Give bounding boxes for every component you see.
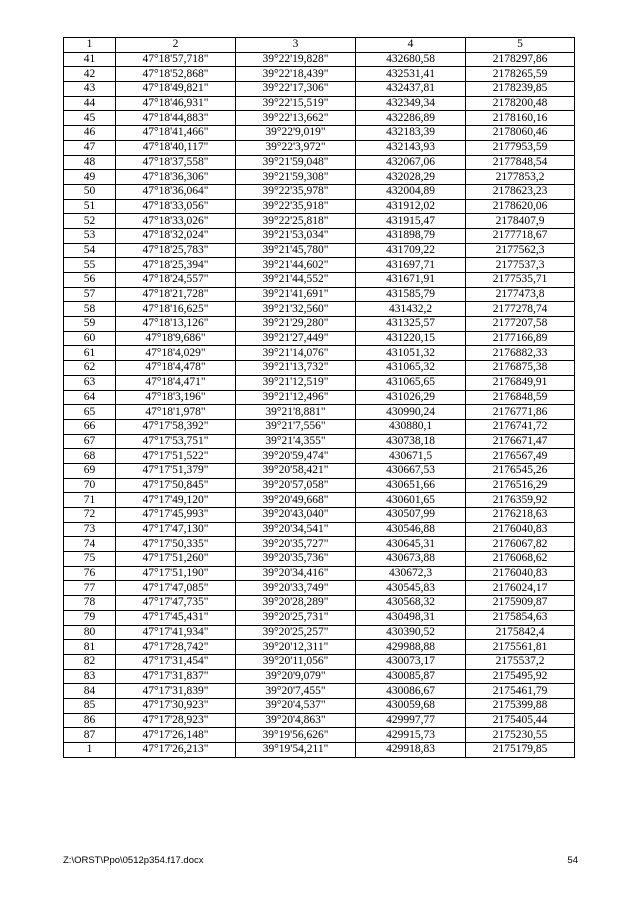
table-row bbox=[64, 331, 575, 346]
table-cell: 39°20'4,863" bbox=[236, 713, 356, 728]
table-cell: 43 bbox=[64, 82, 116, 97]
table-cell: 79 bbox=[64, 610, 116, 625]
table-cell: 39°20'12,311" bbox=[236, 640, 356, 655]
table-cell: 39°20'59,474" bbox=[236, 449, 356, 464]
table-cell: 430545,83 bbox=[356, 581, 466, 596]
table-cell: 2176848,59 bbox=[466, 390, 575, 405]
table-cell: 39°19'56,626" bbox=[236, 728, 356, 743]
table-cell: 39°21'44,552" bbox=[236, 273, 356, 288]
table-cell: 39°20'34,541" bbox=[236, 522, 356, 537]
table-cell: 47°18'3,196" bbox=[116, 390, 236, 405]
table-cell: 2177718,67 bbox=[466, 228, 575, 243]
table-cell: 47°17'31,454" bbox=[116, 654, 236, 669]
table-cell: 430073,17 bbox=[356, 654, 466, 669]
table-cell: 431912,02 bbox=[356, 199, 466, 214]
table-cell: 47°18'46,931" bbox=[116, 96, 236, 111]
table-cell: 39°21'32,560" bbox=[236, 302, 356, 317]
table-row bbox=[64, 82, 575, 97]
table-cell: 431697,71 bbox=[356, 258, 466, 273]
table-cell: 2178200,48 bbox=[466, 96, 575, 111]
table-cell: 51 bbox=[64, 199, 116, 214]
table-cell: 47°18'33,056" bbox=[116, 199, 236, 214]
table-cell: 39°21'8,881" bbox=[236, 405, 356, 420]
table-cell: 47°17'28,742" bbox=[116, 640, 236, 655]
table-cell: 53 bbox=[64, 228, 116, 243]
table-cell: 2178265,59 bbox=[466, 67, 575, 82]
table-cell: 2178160,16 bbox=[466, 111, 575, 126]
table-cell: 87 bbox=[64, 728, 116, 743]
table-cell: 60 bbox=[64, 331, 116, 346]
table-cell: 49 bbox=[64, 170, 116, 185]
table-cell: 52 bbox=[64, 214, 116, 229]
table-cell: 42 bbox=[64, 67, 116, 82]
table-cell: 39°21'53,034" bbox=[236, 228, 356, 243]
table-cell: 431026,29 bbox=[356, 390, 466, 405]
table-cell: 47°18'9,686" bbox=[116, 331, 236, 346]
table-cell: 2177278,74 bbox=[466, 302, 575, 317]
table-cell: 47°18'52,868" bbox=[116, 67, 236, 82]
table-cell: 2175854,63 bbox=[466, 610, 575, 625]
table-cell: 39°22'35,918" bbox=[236, 199, 356, 214]
table-row bbox=[64, 52, 575, 67]
table-cell: 47°18'1,978" bbox=[116, 405, 236, 420]
table-cell: 39°21'12,496" bbox=[236, 390, 356, 405]
table-cell: 47°18'21,728" bbox=[116, 287, 236, 302]
table-row bbox=[64, 654, 575, 669]
table-cell: 2177166,89 bbox=[466, 331, 575, 346]
table-cell: 431671,91 bbox=[356, 273, 466, 288]
table-cell: 39°22'13,662" bbox=[236, 111, 356, 126]
table-row bbox=[64, 552, 575, 567]
table-cell: 44 bbox=[64, 96, 116, 111]
table-cell: 47°18'13,126" bbox=[116, 317, 236, 332]
table-cell: 55 bbox=[64, 258, 116, 273]
table-cell: 39°21'12,519" bbox=[236, 375, 356, 390]
table-row bbox=[64, 317, 575, 332]
table-cell: 432143,93 bbox=[356, 140, 466, 155]
table-cell: 2176671,47 bbox=[466, 434, 575, 449]
table-row bbox=[64, 508, 575, 523]
table-cell: 430601,65 bbox=[356, 493, 466, 508]
table-cell: 430086,67 bbox=[356, 684, 466, 699]
table-cell: 84 bbox=[64, 684, 116, 699]
table-cell: 431432,2 bbox=[356, 302, 466, 317]
column-header: 1 bbox=[64, 38, 116, 53]
table-cell: 432286,89 bbox=[356, 111, 466, 126]
table-cell: 47°18'40,117" bbox=[116, 140, 236, 155]
table-row bbox=[64, 669, 575, 684]
table-cell: 54 bbox=[64, 243, 116, 258]
table-cell: 47°17'45,431" bbox=[116, 610, 236, 625]
table-cell: 39°22'25,818" bbox=[236, 214, 356, 229]
table-row bbox=[64, 537, 575, 552]
table-cell: 45 bbox=[64, 111, 116, 126]
table-cell: 47°18'49,821" bbox=[116, 82, 236, 97]
table-cell: 78 bbox=[64, 596, 116, 611]
table-row bbox=[64, 566, 575, 581]
table-cell: 430990,24 bbox=[356, 405, 466, 420]
table-row bbox=[64, 478, 575, 493]
table-cell: 50 bbox=[64, 184, 116, 199]
table-cell: 431065,65 bbox=[356, 375, 466, 390]
table-cell: 47°18'4,471" bbox=[116, 375, 236, 390]
table-cell: 41 bbox=[64, 52, 116, 67]
table-cell: 2177562,3 bbox=[466, 243, 575, 258]
column-header: 4 bbox=[356, 38, 466, 53]
table-cell: 39°22'15,519" bbox=[236, 96, 356, 111]
table-cell: 430645,31 bbox=[356, 537, 466, 552]
table-cell: 62 bbox=[64, 361, 116, 376]
table-cell: 39°20'4,537" bbox=[236, 698, 356, 713]
table-cell: 77 bbox=[64, 581, 116, 596]
table-row bbox=[64, 96, 575, 111]
table-cell: 39°21'14,076" bbox=[236, 346, 356, 361]
table-cell: 2175495,92 bbox=[466, 669, 575, 684]
table-cell: 71 bbox=[64, 493, 116, 508]
table-cell: 2178060,46 bbox=[466, 126, 575, 141]
table-cell: 68 bbox=[64, 449, 116, 464]
column-header: 2 bbox=[116, 38, 236, 53]
table-cell: 430738,18 bbox=[356, 434, 466, 449]
coordinates-table bbox=[63, 37, 575, 758]
table-row bbox=[64, 170, 575, 185]
table-row bbox=[64, 449, 575, 464]
table-cell: 69 bbox=[64, 463, 116, 478]
table-cell: 2175179,85 bbox=[466, 743, 575, 758]
table-row bbox=[64, 302, 575, 317]
table-row bbox=[64, 273, 575, 288]
table-cell: 57 bbox=[64, 287, 116, 302]
table-row bbox=[64, 140, 575, 155]
table-row bbox=[64, 581, 575, 596]
table-row bbox=[64, 346, 575, 361]
table-cell: 47°18'16,625" bbox=[116, 302, 236, 317]
table-cell: 39°19'54,211" bbox=[236, 743, 356, 758]
table-row bbox=[64, 258, 575, 273]
table-row bbox=[64, 698, 575, 713]
table-cell: 2176882,33 bbox=[466, 346, 575, 361]
table-row bbox=[64, 67, 575, 82]
table-cell: 429918,83 bbox=[356, 743, 466, 758]
table-cell: 47°18'33,026" bbox=[116, 214, 236, 229]
table-cell: 46 bbox=[64, 126, 116, 141]
table-row bbox=[64, 493, 575, 508]
table-cell: 431325,57 bbox=[356, 317, 466, 332]
table-cell: 431898,79 bbox=[356, 228, 466, 243]
table-cell: 47°18'57,718" bbox=[116, 52, 236, 67]
table-cell: 2178620,06 bbox=[466, 199, 575, 214]
table-cell: 82 bbox=[64, 654, 116, 669]
table-cell: 2176875,38 bbox=[466, 361, 575, 376]
table-row bbox=[64, 111, 575, 126]
table-cell: 47°17'47,735" bbox=[116, 596, 236, 611]
table-cell: 2175230,55 bbox=[466, 728, 575, 743]
table-cell: 63 bbox=[64, 375, 116, 390]
table-cell: 73 bbox=[64, 522, 116, 537]
table-cell: 76 bbox=[64, 566, 116, 581]
table-cell: 430672,3 bbox=[356, 566, 466, 581]
table-cell: 47°18'44,883" bbox=[116, 111, 236, 126]
table-row bbox=[64, 728, 575, 743]
table-cell: 39°20'28,289" bbox=[236, 596, 356, 611]
table-cell: 47°17'30,923" bbox=[116, 698, 236, 713]
table-cell: 2175405,44 bbox=[466, 713, 575, 728]
table-cell: 39°21'27,449" bbox=[236, 331, 356, 346]
table-cell: 39°21'59,048" bbox=[236, 155, 356, 170]
table-cell: 58 bbox=[64, 302, 116, 317]
table-cell: 65 bbox=[64, 405, 116, 420]
table-cell: 47°17'51,190" bbox=[116, 566, 236, 581]
table-cell: 72 bbox=[64, 508, 116, 523]
table-cell: 48 bbox=[64, 155, 116, 170]
table-row bbox=[64, 625, 575, 640]
table-cell: 64 bbox=[64, 390, 116, 405]
table-cell: 430085,87 bbox=[356, 669, 466, 684]
table-cell: 39°22'9,019" bbox=[236, 126, 356, 141]
table-cell: 47°17'50,335" bbox=[116, 537, 236, 552]
table-cell: 47°17'26,148" bbox=[116, 728, 236, 743]
table-cell: 47°18'37,558" bbox=[116, 155, 236, 170]
table-row bbox=[64, 184, 575, 199]
table-cell: 2177535,71 bbox=[466, 273, 575, 288]
table-cell: 2176545,26 bbox=[466, 463, 575, 478]
table-cell: 47°18'32,024" bbox=[116, 228, 236, 243]
table-header-row bbox=[64, 38, 575, 53]
table-cell: 47°18'4,029" bbox=[116, 346, 236, 361]
table-cell: 70 bbox=[64, 478, 116, 493]
table-cell: 429997,77 bbox=[356, 713, 466, 728]
table-cell: 2176771,86 bbox=[466, 405, 575, 420]
table-cell: 431065,32 bbox=[356, 361, 466, 376]
table-cell: 47°18'4,478" bbox=[116, 361, 236, 376]
table-cell: 47°17'50,845" bbox=[116, 478, 236, 493]
table-row bbox=[64, 390, 575, 405]
table-cell: 39°20'35,727" bbox=[236, 537, 356, 552]
table-cell: 2175561,81 bbox=[466, 640, 575, 655]
table-cell: 47°17'47,130" bbox=[116, 522, 236, 537]
table-row bbox=[64, 522, 575, 537]
table-cell: 2175537,2 bbox=[466, 654, 575, 669]
table-cell: 39°21'13,732" bbox=[236, 361, 356, 376]
column-header: 5 bbox=[466, 38, 575, 53]
table-cell: 432028,29 bbox=[356, 170, 466, 185]
table-cell: 67 bbox=[64, 434, 116, 449]
table-cell: 83 bbox=[64, 669, 116, 684]
table-cell: 39°20'33,749" bbox=[236, 581, 356, 596]
table-cell: 2178407,9 bbox=[466, 214, 575, 229]
table-cell: 39°21'29,280" bbox=[236, 317, 356, 332]
table-cell: 47°18'41,466" bbox=[116, 126, 236, 141]
table-cell: 432437,81 bbox=[356, 82, 466, 97]
table-cell: 431220,15 bbox=[356, 331, 466, 346]
table-cell: 432349,34 bbox=[356, 96, 466, 111]
table-cell: 2177207,58 bbox=[466, 317, 575, 332]
table-cell: 39°20'49,668" bbox=[236, 493, 356, 508]
table-cell: 430673,88 bbox=[356, 552, 466, 567]
table-row bbox=[64, 155, 575, 170]
table-cell: 2175842,4 bbox=[466, 625, 575, 640]
table-row bbox=[64, 610, 575, 625]
table-cell: 80 bbox=[64, 625, 116, 640]
table-cell: 2177473,8 bbox=[466, 287, 575, 302]
table-cell: 430507,99 bbox=[356, 508, 466, 523]
table-cell: 431585,79 bbox=[356, 287, 466, 302]
table-row bbox=[64, 287, 575, 302]
column-header: 3 bbox=[236, 38, 356, 53]
table-cell: 2176567,49 bbox=[466, 449, 575, 464]
table-cell: 39°20'57,058" bbox=[236, 478, 356, 493]
table-cell: 432183,39 bbox=[356, 126, 466, 141]
table-cell: 2178297,86 bbox=[466, 52, 575, 67]
table-cell: 2176040,83 bbox=[466, 522, 575, 537]
table-cell: 430667,53 bbox=[356, 463, 466, 478]
table-row bbox=[64, 243, 575, 258]
table-cell: 429915,73 bbox=[356, 728, 466, 743]
table-cell: 47°18'36,064" bbox=[116, 184, 236, 199]
table-cell: 61 bbox=[64, 346, 116, 361]
table-cell: 431051,32 bbox=[356, 346, 466, 361]
table-row bbox=[64, 199, 575, 214]
table-cell: 429988,88 bbox=[356, 640, 466, 655]
table-cell: 39°22'17,306" bbox=[236, 82, 356, 97]
table-cell: 2176849,91 bbox=[466, 375, 575, 390]
table-cell: 432067,06 bbox=[356, 155, 466, 170]
table-cell: 39°21'59,308" bbox=[236, 170, 356, 185]
table-cell: 430651,66 bbox=[356, 478, 466, 493]
table-cell: 39°20'9,079" bbox=[236, 669, 356, 684]
table-cell: 47°17'51,260" bbox=[116, 552, 236, 567]
table-row bbox=[64, 228, 575, 243]
table-cell: 47°17'26,213" bbox=[116, 743, 236, 758]
table-cell: 430546,88 bbox=[356, 522, 466, 537]
table-cell: 430671,5 bbox=[356, 449, 466, 464]
table-row bbox=[64, 463, 575, 478]
table-cell: 2175399,88 bbox=[466, 698, 575, 713]
table-row bbox=[64, 419, 575, 434]
table-cell: 39°21'45,780" bbox=[236, 243, 356, 258]
table-row bbox=[64, 684, 575, 699]
table-cell: 2176040,83 bbox=[466, 566, 575, 581]
table-cell: 432004,89 bbox=[356, 184, 466, 199]
table-cell: 39°20'25,257" bbox=[236, 625, 356, 640]
table-cell: 2176741,72 bbox=[466, 419, 575, 434]
table-cell: 39°20'34,416" bbox=[236, 566, 356, 581]
table-cell: 39°21'44,602" bbox=[236, 258, 356, 273]
table-cell: 47°17'28,923" bbox=[116, 713, 236, 728]
table-cell: 47°18'24,557" bbox=[116, 273, 236, 288]
table-cell: 39°22'35,978" bbox=[236, 184, 356, 199]
table-cell: 1 bbox=[64, 743, 116, 758]
table-cell: 430880,1 bbox=[356, 419, 466, 434]
table-cell: 2176068,62 bbox=[466, 552, 575, 567]
table-cell: 2177848,54 bbox=[466, 155, 575, 170]
table-cell: 430498,31 bbox=[356, 610, 466, 625]
table-cell: 2177853,2 bbox=[466, 170, 575, 185]
table-cell: 2178239,85 bbox=[466, 82, 575, 97]
table-cell: 47°17'31,837" bbox=[116, 669, 236, 684]
table-cell: 2176359,92 bbox=[466, 493, 575, 508]
table-cell: 39°20'7,455" bbox=[236, 684, 356, 699]
table-cell: 39°22'3,972" bbox=[236, 140, 356, 155]
footer-file-path: Z:\ORST\Ppo\0512p354.f17.docx bbox=[63, 855, 204, 866]
table-body bbox=[64, 52, 575, 757]
table-cell: 39°21'7,556" bbox=[236, 419, 356, 434]
table-cell: 430059,68 bbox=[356, 698, 466, 713]
table-cell: 86 bbox=[64, 713, 116, 728]
table-row bbox=[64, 434, 575, 449]
table-cell: 39°21'41,691" bbox=[236, 287, 356, 302]
table-cell: 85 bbox=[64, 698, 116, 713]
table-cell: 2176067,82 bbox=[466, 537, 575, 552]
table-cell: 74 bbox=[64, 537, 116, 552]
table-cell: 432680,58 bbox=[356, 52, 466, 67]
table-row bbox=[64, 375, 575, 390]
table-cell: 47°17'41,934" bbox=[116, 625, 236, 640]
table-cell: 2176024,17 bbox=[466, 581, 575, 596]
table-cell: 47°17'47,085" bbox=[116, 581, 236, 596]
table-cell: 2177953,59 bbox=[466, 140, 575, 155]
table-cell: 47°17'58,392" bbox=[116, 419, 236, 434]
table-cell: 47°17'45,993" bbox=[116, 508, 236, 523]
table-cell: 47°17'51,522" bbox=[116, 449, 236, 464]
table-cell: 66 bbox=[64, 419, 116, 434]
table-cell: 39°20'11,056" bbox=[236, 654, 356, 669]
table-cell: 39°22'18,439" bbox=[236, 67, 356, 82]
table-cell: 39°20'58,421" bbox=[236, 463, 356, 478]
table-cell: 2177537,3 bbox=[466, 258, 575, 273]
table-row bbox=[64, 361, 575, 376]
table-cell: 47 bbox=[64, 140, 116, 155]
table-row bbox=[64, 640, 575, 655]
table-cell: 59 bbox=[64, 317, 116, 332]
table-cell: 81 bbox=[64, 640, 116, 655]
table-row bbox=[64, 743, 575, 758]
table-cell: 47°18'25,394" bbox=[116, 258, 236, 273]
table-cell: 2178623,23 bbox=[466, 184, 575, 199]
table-cell: 47°17'31,839" bbox=[116, 684, 236, 699]
table-row bbox=[64, 405, 575, 420]
table-cell: 47°18'25,783" bbox=[116, 243, 236, 258]
table-cell: 430390,52 bbox=[356, 625, 466, 640]
table-cell: 47°17'49,120" bbox=[116, 493, 236, 508]
table-cell: 75 bbox=[64, 552, 116, 567]
table-cell: 431915,47 bbox=[356, 214, 466, 229]
table-cell: 39°22'19,828" bbox=[236, 52, 356, 67]
table-cell: 2175461,79 bbox=[466, 684, 575, 699]
table-cell: 39°21'4,355" bbox=[236, 434, 356, 449]
table-cell: 2176218,63 bbox=[466, 508, 575, 523]
table-cell: 39°20'43,040" bbox=[236, 508, 356, 523]
table-row bbox=[64, 214, 575, 229]
table-cell: 47°17'53,751" bbox=[116, 434, 236, 449]
footer-page-number: 54 bbox=[567, 855, 578, 866]
table-cell: 39°20'35,736" bbox=[236, 552, 356, 567]
table-cell: 47°17'51,379" bbox=[116, 463, 236, 478]
table-cell: 2175909,87 bbox=[466, 596, 575, 611]
table-cell: 47°18'36,306" bbox=[116, 170, 236, 185]
table-cell: 431709,22 bbox=[356, 243, 466, 258]
table-row bbox=[64, 596, 575, 611]
table-cell: 430568,32 bbox=[356, 596, 466, 611]
table-row bbox=[64, 713, 575, 728]
table-cell: 2176516,29 bbox=[466, 478, 575, 493]
table-row bbox=[64, 126, 575, 141]
table-cell: 56 bbox=[64, 273, 116, 288]
table-cell: 432531,41 bbox=[356, 67, 466, 82]
table-cell: 39°20'25,731" bbox=[236, 610, 356, 625]
